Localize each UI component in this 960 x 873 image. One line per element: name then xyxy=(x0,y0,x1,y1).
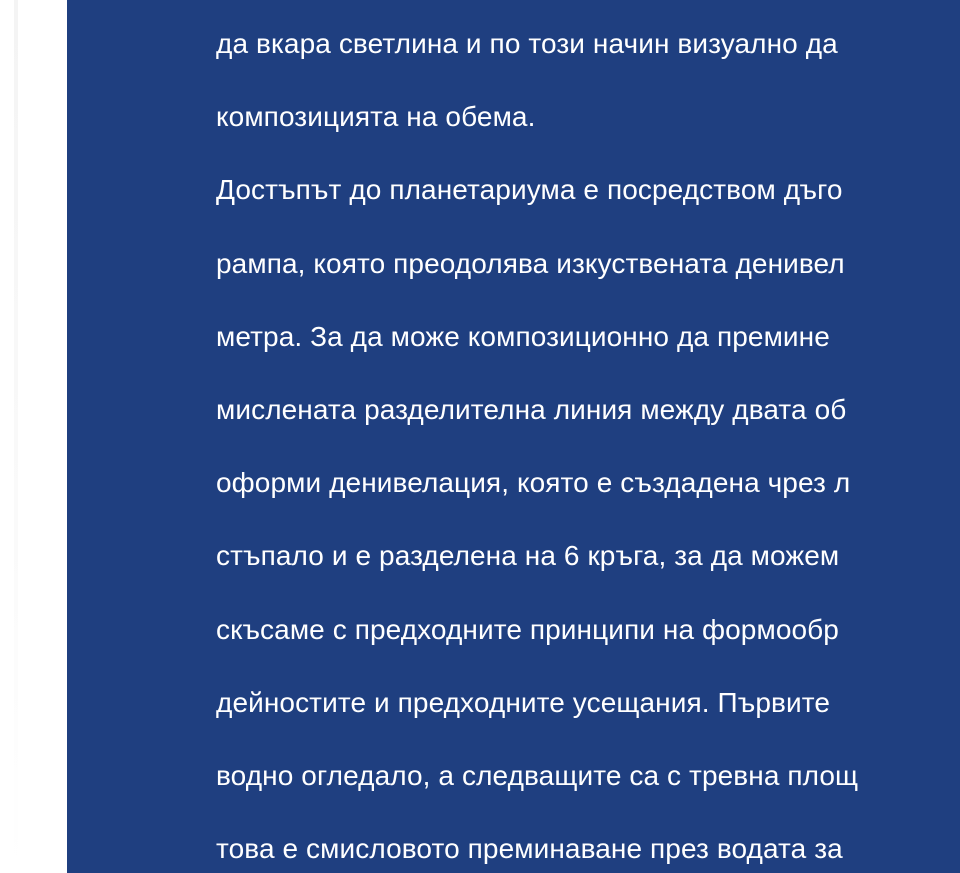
body-text xyxy=(216,21,960,873)
text-line: метра. За да може композиционно да премине xyxy=(216,320,830,352)
page-edge-shadow xyxy=(14,0,18,873)
blue-text-panel xyxy=(67,0,960,873)
text-line: да вкара светлина и по този начин визуално да xyxy=(216,28,838,59)
text-line: скъсаме с предходните принципи на формообр xyxy=(216,613,839,645)
text-line: дейностите и предходните усещания. Първите xyxy=(216,686,830,718)
text-line: мислената разделителна линия между двата об xyxy=(216,393,847,425)
text-line: рампа, която преодолява изкуствената денивел xyxy=(216,247,845,279)
text-line: това е смисловото преминаване през водата за xyxy=(216,833,843,865)
text-line: оформи денивелация, която е създадена чрез л xyxy=(216,467,851,499)
text-line: Достъпът до планетариума е посредством дъго xyxy=(216,174,843,206)
text-line: стъпало и е разделена на 6 кръга, за да можем xyxy=(216,540,840,572)
text-line: композицията на обема. xyxy=(216,101,536,133)
text-line: водно огледало, а следващите са с тревна площ xyxy=(216,759,859,791)
